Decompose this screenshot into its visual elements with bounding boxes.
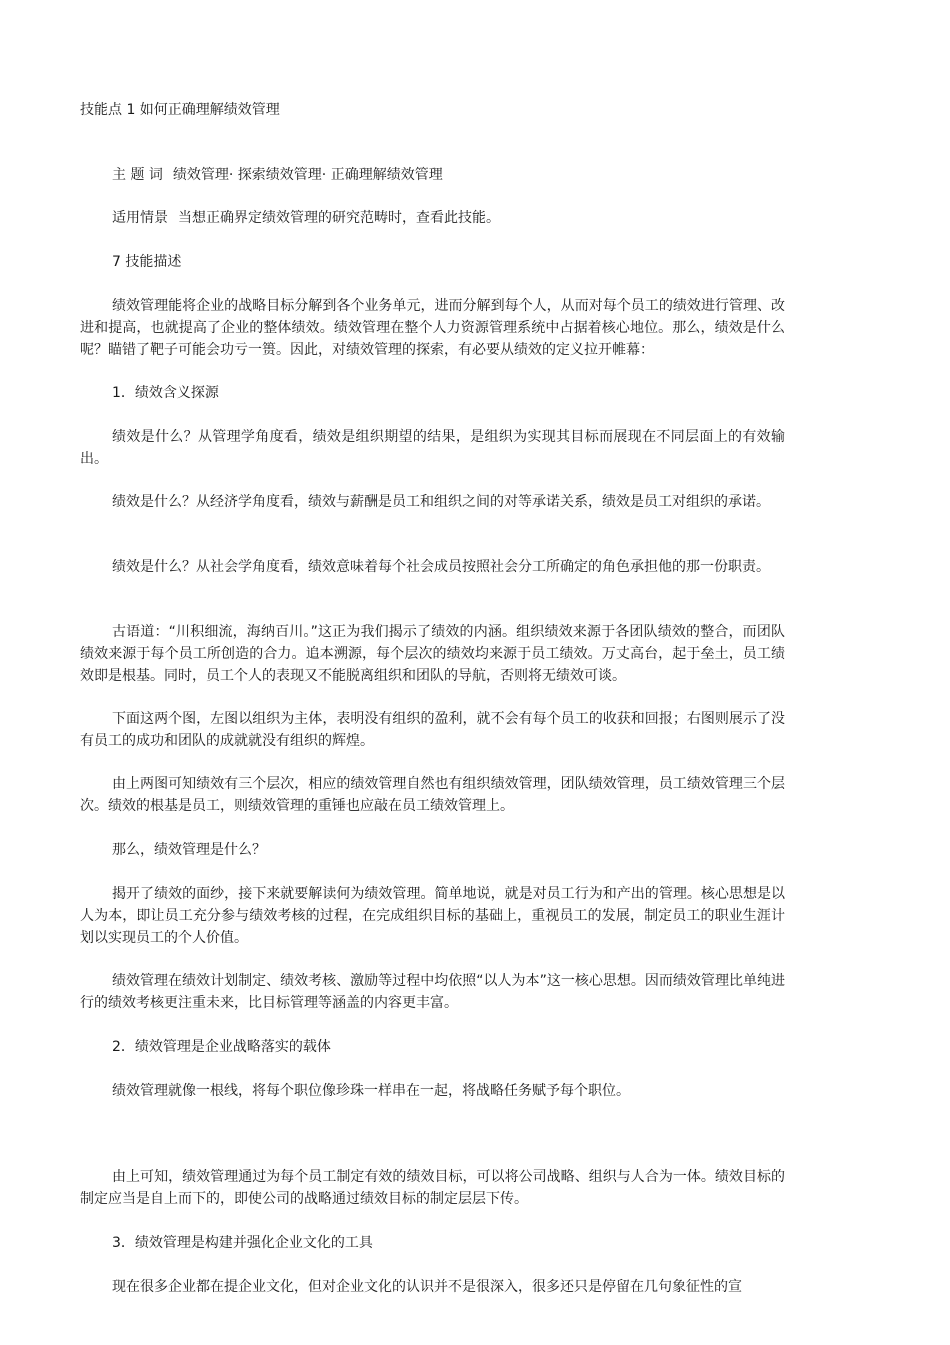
section2-paragraph: 由上可知，绩效管理通过为每个员工制定有效的绩效目标，可以将公司战略、组织与人合为一体。绩效目标的制定应当是自上而下的，即使公司的战略通过绩效目标的制定层层下传。 (80, 1169, 785, 1207)
page-heading: 技能点 1 如何正确理解绩效管理 (80, 102, 280, 118)
section1-paragraph: 绩效是什么？从经济学角度看，绩效与薪酬是员工和组织之间的对等承诺关系，绩效是员工对组织的承诺。 (112, 494, 770, 510)
section3-paragraph: 现在很多企业都在提企业文化，但对企业文化的认识并不是很深入，很多还只是停留在几句象征性的宣 (112, 1279, 742, 1295)
section1-heading: 1．绩效含义探源 (112, 385, 219, 401)
section3-heading: 3．绩效管理是构建并强化企业文化的工具 (112, 1235, 373, 1251)
context-label: 适用情景 (112, 210, 168, 226)
section1b-paragraph: 揭开了绩效的面纱，接下来就要解读何为绩效管理。简单地说，就是对员工行为和产出的管理。核心思想是以人为本，即让员工充分参与绩效考核的过程，在完成组织目标的基础上，重视员工的发展，制定员工的职业生涯计划以实现员工的个人价值。 (80, 886, 785, 946)
section1-paragraph: 由上两图可知绩效有三个层次，相应的绩效管理自然也有组织绩效管理，团队绩效管理，员工绩效管理三个层次。绩效的根基是员工，则绩效管理的重锤也应敲在员工绩效管理上。 (80, 776, 785, 814)
section1-paragraph: 古语道：“川积细流，海纳百川。”这正为我们揭示了绩效的内涵。组织绩效来源于各团队绩效的整合，而团队绩效来源于每个员工所创造的合力。追本溯源，每个层次的绩效均来源于员工绩效。万丈高台，起于垒土，员工绩效即是根基。同时，员工个人的表现又不能脱离组织和团队的导航，否则将无绩效可谈。 (80, 624, 785, 684)
section1b-paragraph: 绩效管理在绩效计划制定、绩效考核、激励等过程中均依照“以人为本”这一核心思想。因而绩效管理比单纯进行的绩效考核更注重未来，比目标管理等涵盖的内容更丰富。 (80, 973, 785, 1011)
section1-paragraph: 绩效是什么？从管理学角度看，绩效是组织期望的结果，是组织为实现其目标而展现在不同层面上的有效输出。 (80, 429, 785, 467)
context-line (112, 207, 500, 229)
keywords-label: 主 题 词 (112, 167, 163, 183)
section2-heading: 2．绩效管理是企业战略落实的载体 (112, 1039, 331, 1055)
skill-desc-heading: 7 技能描述 (112, 254, 182, 270)
intro-paragraph: 绩效管理能将企业的战略目标分解到各个业务单元，进而分解到每个人，从而对每个员工的绩效进行管理、改进和提高，也就提高了企业的整体绩效。绩效管理在整个人力资源管理系统中占据着核心地位。那么，绩效是什么呢？瞄错了靶子可能会功亏一篑。因此，对绩效管理的探索，有必要从绩效的定义拉开帷幕： (80, 298, 785, 358)
section1-paragraph: 下面这两个图，左图以组织为主体，表明没有组织的盈利，就不会有每个员工的收获和回报；右图则展示了没有员工的成功和团队的成就就没有组织的辉煌。 (80, 711, 785, 749)
context-value: 当想正确界定绩效管理的研究范畴时，查看此技能。 (178, 210, 500, 226)
keywords-line (112, 164, 443, 186)
section2-line: 绩效管理就像一根线，将每个职位像珍珠一样串在一起，将战略任务赋予每个职位。 (112, 1083, 630, 1099)
section1-paragraph: 绩效是什么？从社会学角度看，绩效意味着每个社会成员按照社会分工所确定的角色承担他的那一份职责。 (112, 559, 770, 575)
keywords-value: 绩效管理· 探索绩效管理· 正确理解绩效管理 (172, 167, 443, 183)
question-line: 那么，绩效管理是什么？ (112, 842, 266, 858)
